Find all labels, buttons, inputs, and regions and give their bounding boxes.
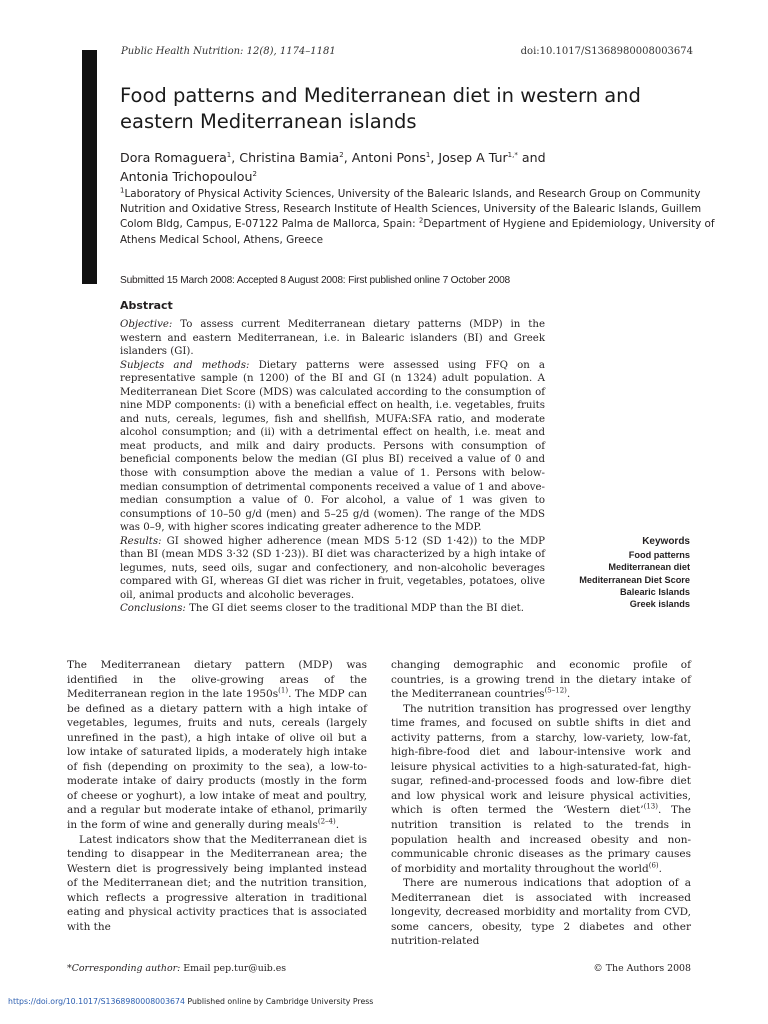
abstract-heading: Abstract: [120, 299, 173, 312]
citation-ref[interactable]: (6): [648, 861, 659, 870]
affiliation-text: Department of Hygiene and Epidemiology, University of Athens Medical School, Athens, Greece: [120, 218, 715, 246]
black-margin-bar: [82, 50, 97, 284]
body-paragraph: [67, 658, 367, 833]
keyword-item: Food patterns: [628, 550, 690, 561]
author-name: Christina Bamia: [239, 150, 340, 165]
body-paragraph: [391, 658, 691, 702]
body-text: .: [566, 688, 571, 701]
affiliation-number: 2: [418, 216, 424, 225]
body-column-right: [391, 658, 691, 949]
objective-text: To assess current Mediterranean dietary patterns (MDP) in the western and eastern Mediterranean, i.e. in Balearic islanders (BI) and Greek islanders (GI).: [120, 319, 545, 358]
journal-citation: Public Health Nutrition: 12(8), 1174–1181: [121, 46, 336, 57]
doi-header[interactable]: doi:10.1017/S1368980008003674: [520, 46, 693, 57]
author-affiliation-marker: 1: [226, 150, 232, 159]
body-text: .: [658, 862, 662, 875]
body-column-left: [67, 658, 367, 934]
publisher-note: Published online by Cambridge University Press: [184, 997, 374, 1006]
author-affiliation-marker: 1: [425, 150, 431, 159]
author-name: Josep A Tur: [438, 150, 508, 165]
body-text: . The nutrition transition is related to the trends in population health and increased obesity and non-communicable chronic diseases as the primary causes of morbidity and mortality throughout the world: [391, 804, 691, 875]
corresponding-author-label: *Corresponding author:: [67, 963, 181, 974]
doi-link[interactable]: https://doi.org/10.1017/S1368980008003674: [8, 997, 185, 1006]
body-text: . The MDP can be defined as a dietary pattern with a high intake of vegetables, legumes, fruits and nuts, cereals (largely unrefined in the past), a high intake of olive oil but a low intake of saturated lipids, a moderately high intake of fish (depending on proximity to the sea), a low-to-moderate intake of dairy products (mostly in the form of cheese or yoghurt), a low intake of meat and poultry, and a regular but moderate intake of ethanol, primarily in the form of wine and generally during meals: [67, 688, 368, 832]
body-paragraph: Latest indicators show that the Mediterranean diet is tending to disappear in the Mediterranean area; the Western diet is progressively being implanted instead of the Mediterranean diet; and the nutrition transition, which reflects a progressive alteration in traditional eating and physical activity practices that is associated with the: [67, 833, 367, 933]
body-paragraph: [391, 702, 691, 877]
body-text: changing demographic and economic profile of countries, is a growing trend in the dietary intake of the Mediterranean countries: [391, 659, 691, 701]
submission-dates: Submitted 15 March 2008: Accepted 8 August 2008: First published online 7 October 2008: [120, 275, 510, 286]
methods-text: Dietary patterns were assessed using FFQ on a representative sample (n 1200) of the BI and GI (n 1324) adult population. A Mediterranean Diet Score (MDS) was calculated according to the consumption of nine MDP components: (i) with a beneficial effect on health, i.e. vegetables, fruits and nuts, cereals, legumes, fish and shellfish, MUFA:SFA ratio, and moderate alcohol consumption; and (ii) with a detrimental effect on health, i.e. meat and meat products, and milk and dairy products. Persons with consumption of beneficial components below the median (GI plus BI) received a value of 0 and those with consumption above the median a value of 1. Persons with below-median consumption of detrimental components received a value of 1 and above-median consumption a value of 0. For alcohol, a value of 1 was given to consumptions of 10–50 g/d (men) and 5–25 g/d (women). The range of the MDS was 0–9, with higher scores indicating greater adherence to the MDP.: [120, 359, 545, 534]
citation-ref[interactable]: (13): [643, 802, 658, 811]
author-name: Dora Romaguera: [120, 150, 227, 165]
abstract-body: [120, 318, 545, 616]
author-name: Antoni Pons: [351, 150, 426, 165]
article-title: Food patterns and Mediterranean diet in western and eastern Mediterranean islands: [120, 84, 641, 133]
affiliations: [120, 187, 715, 248]
body-text: The Mediterranean dietary pattern (MDP) was identified in the olive-growing areas of the Mediterranean region in the late 1950s: [67, 659, 367, 701]
corresponding-author-note: [67, 963, 286, 974]
author-name: Antonia Trichopoulou: [120, 169, 253, 184]
keyword-item: Balearic Islands: [620, 586, 690, 597]
body-paragraph: There are numerous indications that adoption of a Mediterranean diet is associated with increased longevity, decreased morbidity and mortality from CVD, some cancers, obesity, type 2 diabetes and other nutrition-related: [391, 877, 691, 948]
corresponding-author-email[interactable]: Email pep.tur@uib.es: [180, 963, 287, 974]
objective-label: Objective:: [120, 319, 173, 330]
copyright-notice: © The Authors 2008: [593, 963, 691, 974]
keyword-item: Mediterranean diet: [608, 562, 690, 573]
author-list: Dora Romaguera$^1$, Christina Bamia$^2$, Antoni Pons$^1$, Josep A Tur$^{1,*}$ and Antonia Trichopoulou$^2$: [120, 150, 546, 184]
keywords-box: [579, 536, 690, 610]
body-text: .: [335, 819, 340, 832]
citation-ref[interactable]: (5–12): [544, 686, 567, 695]
keyword-item: Greek islands: [629, 599, 690, 610]
citation-ref[interactable]: (2–4): [317, 817, 336, 826]
results-text: GI showed higher adherence (mean MDS 5·12 (SD 1·42)) to the MDP than BI (mean MDS 3·32 (SD 1·23)). BI diet was characterized by a high intake of legumes, nuts, seed oils, sugar and confectionery, and non-alcoholic beverages compared with GI, whereas GI diet was richer in fruit, vegetables, potatoes, olive oil, animal products and alcoholic beverages.: [120, 535, 545, 601]
body-text: The nutrition transition has progressed over lengthy time frames, and focused on subtle shifts in diet and activity patterns, from a starchy, low-variety, low-fat, high-fibre-food diet and labour-intensive work and leisure physical activities to a high-saturated-fat, high-sugar, refined-and-processed foods and low-fibre diet and low physical work and leisure physical activities, which is often termed the ‘Western diet’: [391, 702, 691, 817]
conclusions-text: The GI diet seems closer to the traditional MDP than the BI diet.: [185, 603, 524, 615]
methods-label: Subjects and methods:: [120, 359, 250, 371]
affiliation-number: 1: [120, 186, 125, 195]
page-footer: [8, 997, 373, 1006]
citation-ref[interactable]: (1): [278, 686, 289, 695]
authors-conjunction: and: [521, 150, 546, 165]
author-affiliation-marker: 2: [339, 150, 344, 159]
author-affiliation-marker: 1,*: [507, 150, 518, 159]
keywords-heading: Keywords: [642, 536, 690, 547]
results-label: Results:: [120, 535, 162, 547]
affiliation-text: Laboratory of Physical Activity Sciences, University of the Balearic Islands, and Research Group on Community Nutrition and Oxidative Stress, Research Institute of Health Sciences, University of the Balearic Islands, Guillem Colom Bldg, Campus, E-07122 Palma de Mallorca, Spain:: [120, 188, 702, 231]
keyword-item: Mediterranean Diet Score: [579, 574, 690, 585]
conclusions-label: Conclusions:: [120, 603, 186, 615]
author-affiliation-marker: 2: [252, 169, 257, 178]
